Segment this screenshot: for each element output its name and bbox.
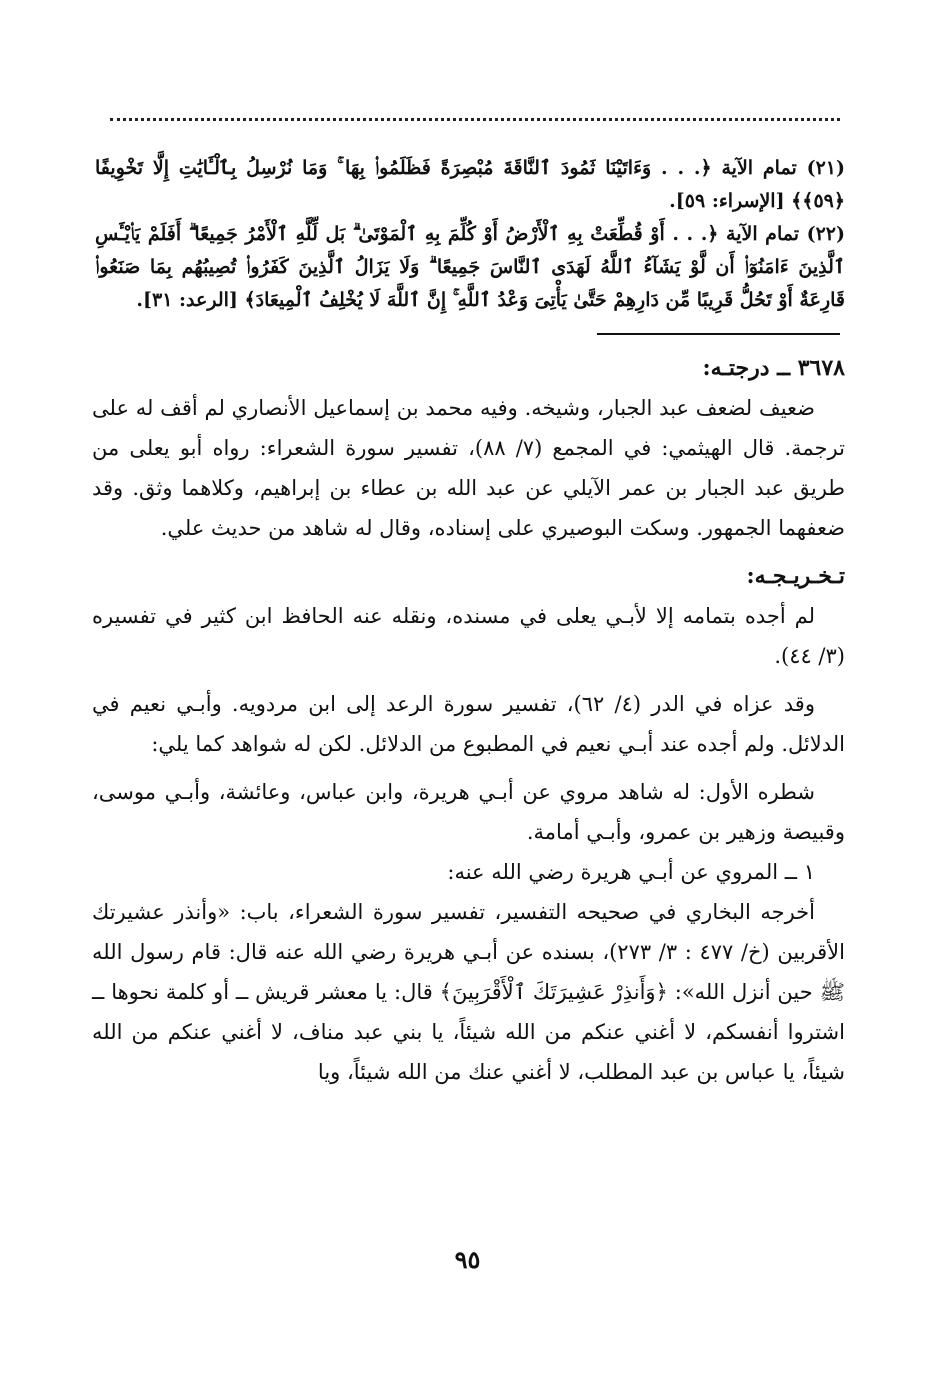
footnote-22: (٢٢) تمام الآية ﴿. . . أَوْ قُطِّعَتْ بِهِ ٱلْأَرْضُ أَوْ كُلِّمَ بِهِ ٱلْمَوْتَىٰ ۗ بَل لِّلَّهِ ٱلْأَمْرُ جَمِيعًا ۗ أَفَلَمْ يَا۟يْـَٔسِ ٱلَّذِينَ ءَامَنُوٓا۟ أَن لَّوْ يَشَآءُ ٱللَّهُ لَهَدَى ٱلنَّاسَ جَمِيعًا ۗ وَلَا يَزَالُ ٱلَّذِينَ كَفَرُوا۟ تُصِيبُهُم بِمَا صَنَعُوا۟ قَارِعَةٌ أَوْ تَحُلُّ قَرِيبًا مِّن دَارِهِمْ حَتَّىٰ يَأْتِىَ وَعْدُ ٱللَّهِ ۚ إِنَّ ٱللَّهَ لَا يُخْلِفُ ٱلْمِيعَادَ﴾ [الرعد: ٣١]. [95,223,845,311]
section-rule [597,333,840,335]
takhrij-paragraph-1: لم أجده بتمامه إلا لأبـي يعلى في مسنده، ونقله عنه الحافظ ابن كثير في تفسيره (٣/ ٤٤). [92,604,845,668]
takhrij-heading: تـخـريـجـه: [746,563,845,589]
abu-hurayra-subheading: ١ ــ المروي عن أبـي هريرة رضي الله عنه: [447,860,815,884]
page-number: ٩٥ [454,1245,481,1274]
dotted-separator [110,118,840,121]
grade-heading: ٣٦٧٨ ــ درجتـه: [702,355,845,381]
first-part-paragraph: شطره الأول: له شاهد مروي عن أبـي هريرة، وابن عباس، وعائشة، وأبـي موسى، وقبيصة وزهير بن عمرو، وأبـي أمامة. [92,780,845,844]
grade-paragraph: ضعيف لضعف عبد الجبار، وشيخه. وفيه محمد بن إسماعيل الأنصاري لم أقف له على ترجمة. قال الهيثمي: في المجمع (٧/ ٨٨)، تفسير سورة الشعراء: رواه أبو يعلى من طريق عبد الجبار بن عمر الآيلي عن عبد الله بن عطاء بن إبراهيم، وكلاهما وثق. وقد ضعفهما الجمهور. وسكت البوصيري على إسناده، وقال له شاهد من حديث علي. [92,396,845,540]
footnotes [95,152,845,317]
footnote-21: (٢١) تمام الآية ﴿. . . وَءَاتَيْنَا ثَمُودَ ٱلنَّاقَةَ مُبْصِرَةً فَظَلَمُوا۟ بِهَا ۚ وَمَا نُرْسِلُ بِٱلْـَٔايَٰتِ إِلَّا تَخْوِيفًا ﴿٥٩﴾﴾ [الإسراء: ٥٩]. [95,157,845,212]
main-text [92,348,845,1092]
takhrij-paragraph-2: وقد عزاه في الدر (٤/ ٦٢)، تفسير سورة الرعد إلى ابن مردويه. وأبـي نعيم في الدلائل. ولم أجده عند أبـي نعيم في المطبوع من الدلائل. لكن له شواهد كما يلي: [92,692,845,756]
bukhari-paragraph: أخرجه البخاري في صحيحه التفسير، تفسير سورة الشعراء، باب: «وأنذر عشيرتك الأقربين (خ/ ٤٧٧ : ٣/ ٢٧٣)، بسنده عن أبـي هريرة رضي الله عنه قال: قام رسول الله ﷺ حين أنزل الله»: ﴿وَأَنذِرْ عَشِيرَتَكَ ٱلْأَقْرَبِينَ﴾ قال: يا معشر قريش ــ أو كلمة نحوها ــ اشتروا أنفسكم، لا أغني عنكم من الله شيئاً، يا بني عبد مناف، لا أغني عنكم من الله شيئاً، يا عباس بن عبد المطلب، لا أغني عنك من الله شيئاً، ويا [92,900,845,1084]
